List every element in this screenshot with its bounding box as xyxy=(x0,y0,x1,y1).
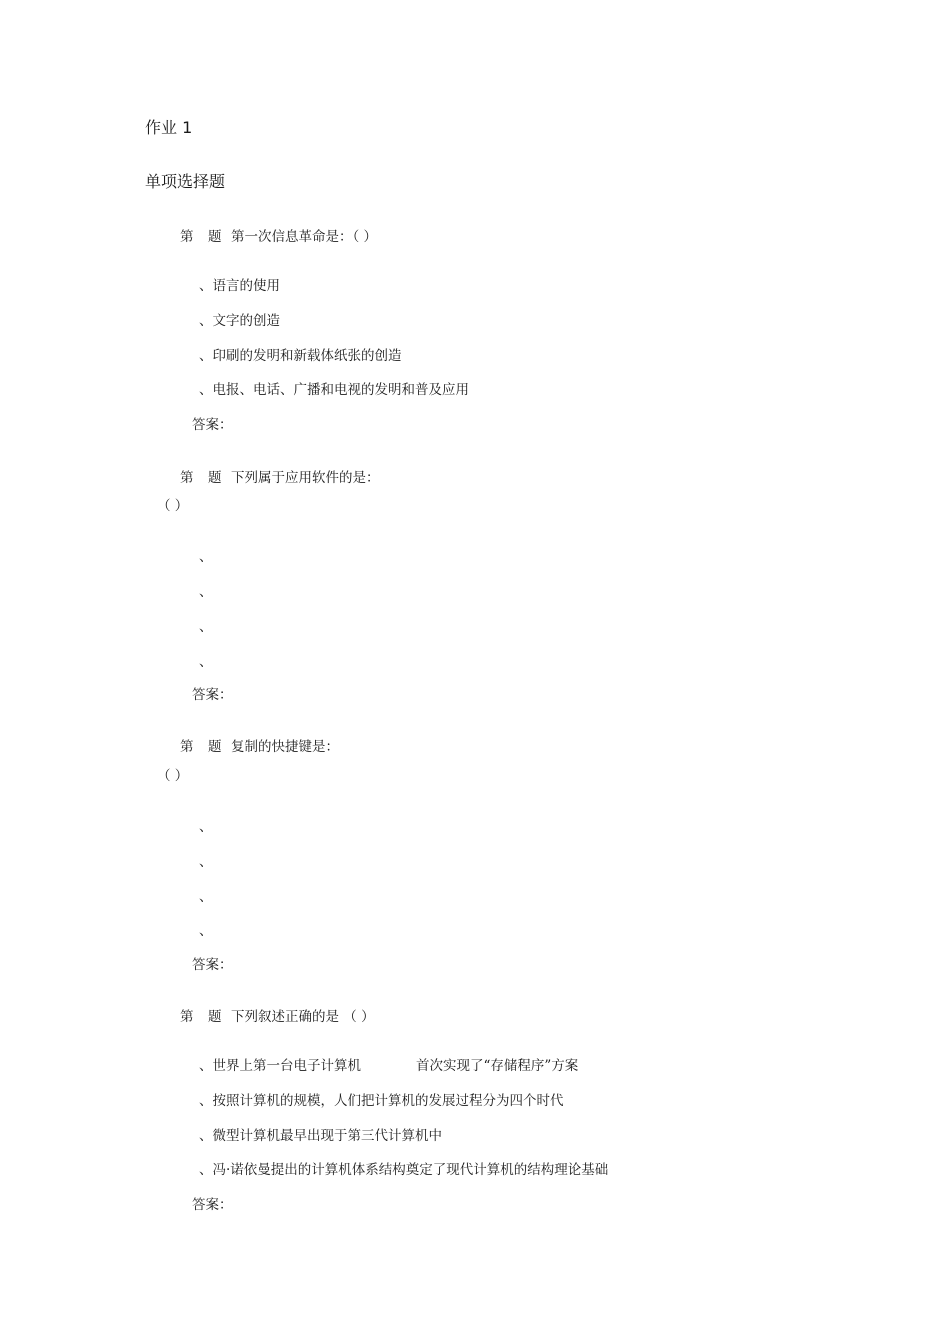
doc-title: 作业 1 xyxy=(145,118,193,137)
question-text: 下列叙述正确的是 （ ） xyxy=(231,1009,375,1025)
option-b: 、文字的创造 xyxy=(199,313,280,329)
question-text: 下列属于应用软件的是： xyxy=(231,470,380,486)
option-a-tail: 首次实现了“存储程序”方案 xyxy=(416,1058,579,1074)
option-a: 、语言的使用 xyxy=(199,278,280,294)
question-number-suffix: 题 xyxy=(208,739,222,755)
option-d: 、 xyxy=(199,654,213,670)
option-b: 、 xyxy=(199,854,213,870)
question-text: 第一次信息革命是：（ ） xyxy=(231,229,378,245)
option-d: 、冯·诺依曼提出的计算机体系结构奠定了现代计算机的结构理论基础 xyxy=(199,1162,609,1178)
question-number-suffix: 题 xyxy=(208,1009,222,1025)
question-number-prefix: 第 xyxy=(180,470,194,486)
question-paren: （ ） xyxy=(157,498,189,514)
option-a: 、 xyxy=(199,819,213,835)
answer-label: 答案： xyxy=(192,957,233,973)
answer-label: 答案： xyxy=(192,687,233,703)
option-d: 、 xyxy=(199,923,213,939)
answer-label: 答案： xyxy=(192,417,233,433)
answer-label: 答案： xyxy=(192,1197,233,1213)
option-d: 、电报、电话、广播和电视的发明和普及应用 xyxy=(199,382,469,398)
section-heading: 单项选择题 xyxy=(145,172,226,191)
question-paren: （ ） xyxy=(157,768,189,784)
question-number-prefix: 第 xyxy=(180,229,194,245)
question-text: 复制的快捷键是： xyxy=(231,739,339,755)
option-c: 、 xyxy=(199,889,213,905)
option-c: 、 xyxy=(199,619,213,635)
question-number-suffix: 题 xyxy=(208,470,222,486)
question-number-prefix: 第 xyxy=(180,739,194,755)
option-b: 、 xyxy=(199,584,213,600)
question-number-suffix: 题 xyxy=(208,229,222,245)
option-c: 、微型计算机最早出现于第三代计算机中 xyxy=(199,1128,442,1144)
question-number-prefix: 第 xyxy=(180,1009,194,1025)
option-c: 、印刷的发明和新载体纸张的创造 xyxy=(199,348,402,364)
option-b: 、按照计算机的规模，人们把计算机的发展过程分为四个时代 xyxy=(199,1093,564,1109)
option-a: 、世界上第一台电子计算机 xyxy=(199,1058,361,1074)
option-a: 、 xyxy=(199,549,213,565)
